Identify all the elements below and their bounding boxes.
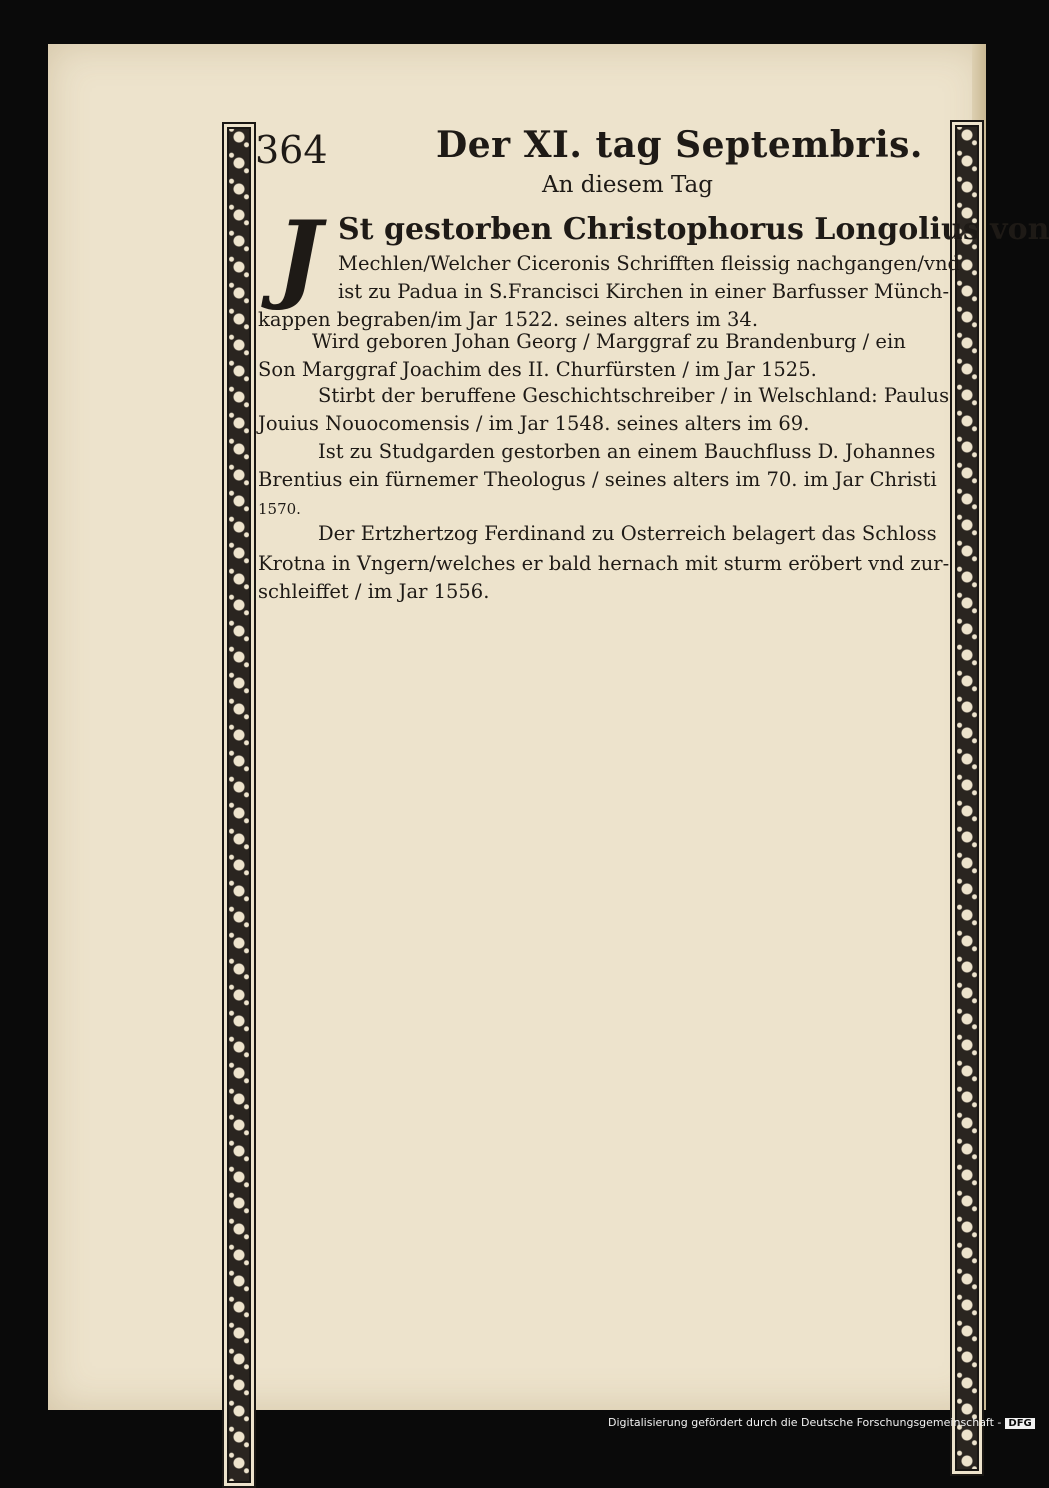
section-subheading: An diesem Tag <box>542 172 713 198</box>
dfg-logo: DFG <box>1005 1418 1034 1429</box>
text-line-5: Wird geboren Johan Georg / Marggraf zu Brandenburg / ein <box>312 330 906 353</box>
text-line-11: 1570. <box>258 500 301 518</box>
text-line-10: Brentius ein fürnemer Theologus / seines alters im 70. im Jar Christi <box>258 468 937 491</box>
text-line-13: Krotna in Vngern/welches er bald hernach mit sturm eröbert vnd zur- <box>258 552 950 575</box>
book-page <box>48 44 986 1410</box>
text-line-1: St gestorben Christophorus Longolius von <box>338 212 1049 247</box>
page-number: 364 <box>255 128 328 172</box>
digitization-credit <box>608 1416 1035 1429</box>
text-line-3: ist zu Padua in S.Francisci Kirchen in einer Barfusser Münch- <box>338 280 950 303</box>
credit-text: Digitalisierung gefördert durch die Deutsche Forschungsgemeinschaft - <box>608 1416 1002 1429</box>
page-heading: Der XI. tag Septembris. <box>436 124 923 166</box>
text-line-2: Mechlen/Welcher Ciceronis Schrifften fleissig nachgangen/vnd <box>338 252 960 275</box>
decorated-initial: J <box>276 200 322 313</box>
text-line-14: schleiffet / im Jar 1556. <box>258 580 490 603</box>
text-line-4: kappen begraben/im Jar 1522. seines alters im 34. <box>258 308 759 331</box>
ornamental-border-right <box>950 120 984 1476</box>
text-line-7: Stirbt der beruffene Geschichtschreiber / in Welschland: Paulus <box>318 384 950 407</box>
text-line-12: Der Ertzhertzog Ferdinand zu Osterreich belagert das Schloss <box>318 522 937 545</box>
text-line-9: Ist zu Studgarden gestorben an einem Bauchfluss D. Johannes <box>318 440 936 463</box>
text-line-8: Jouius Nouocomensis / im Jar 1548. seines alters im 69. <box>258 412 810 435</box>
ornamental-border-left <box>222 122 256 1488</box>
text-line-6: Son Marggraf Joachim des II. Churfürsten / im Jar 1525. <box>258 358 817 381</box>
